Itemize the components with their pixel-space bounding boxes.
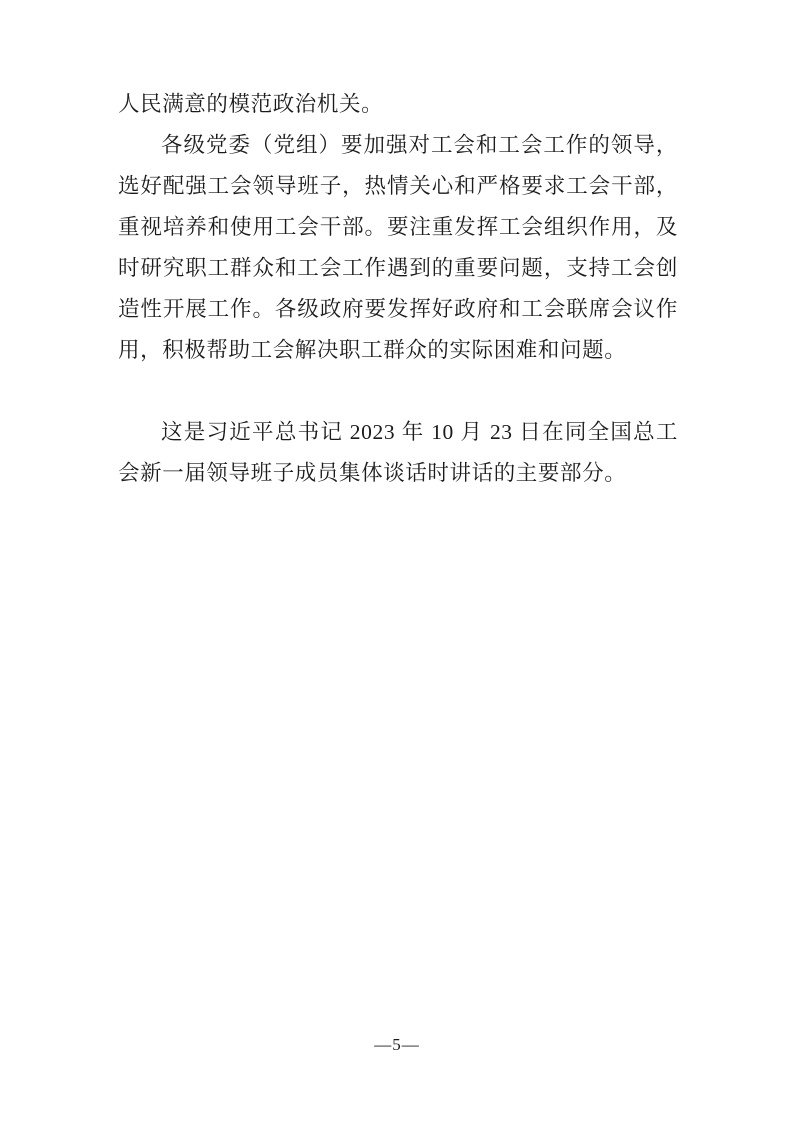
paragraph-continuation: 人民满意的模范政治机关。 bbox=[118, 92, 384, 116]
page-body bbox=[118, 84, 678, 494]
paragraph-spacer bbox=[118, 371, 678, 412]
paragraph-source-note: 这是习近平总书记 2023 年 10 月 23 日在同全国总工会新一届领导班子成员集体谈话时讲话的主要部分。 bbox=[118, 420, 678, 485]
paragraph-party-committees: 各级党委（党组）要加强对工会和工会工作的领导，选好配强工会领导班子，热情关心和严格要求工会干部，重视培养和使用工会干部。要注重发挥工会组织作用，及时研究职工群众和工会工作遇到的重要问题，支持工会创造性开展工作。各级政府要发挥好政府和工会联席会议作用，积极帮助工会解决职工群众的实际困难和问题。 bbox=[118, 133, 678, 362]
page-number: —5— bbox=[374, 1035, 420, 1054]
